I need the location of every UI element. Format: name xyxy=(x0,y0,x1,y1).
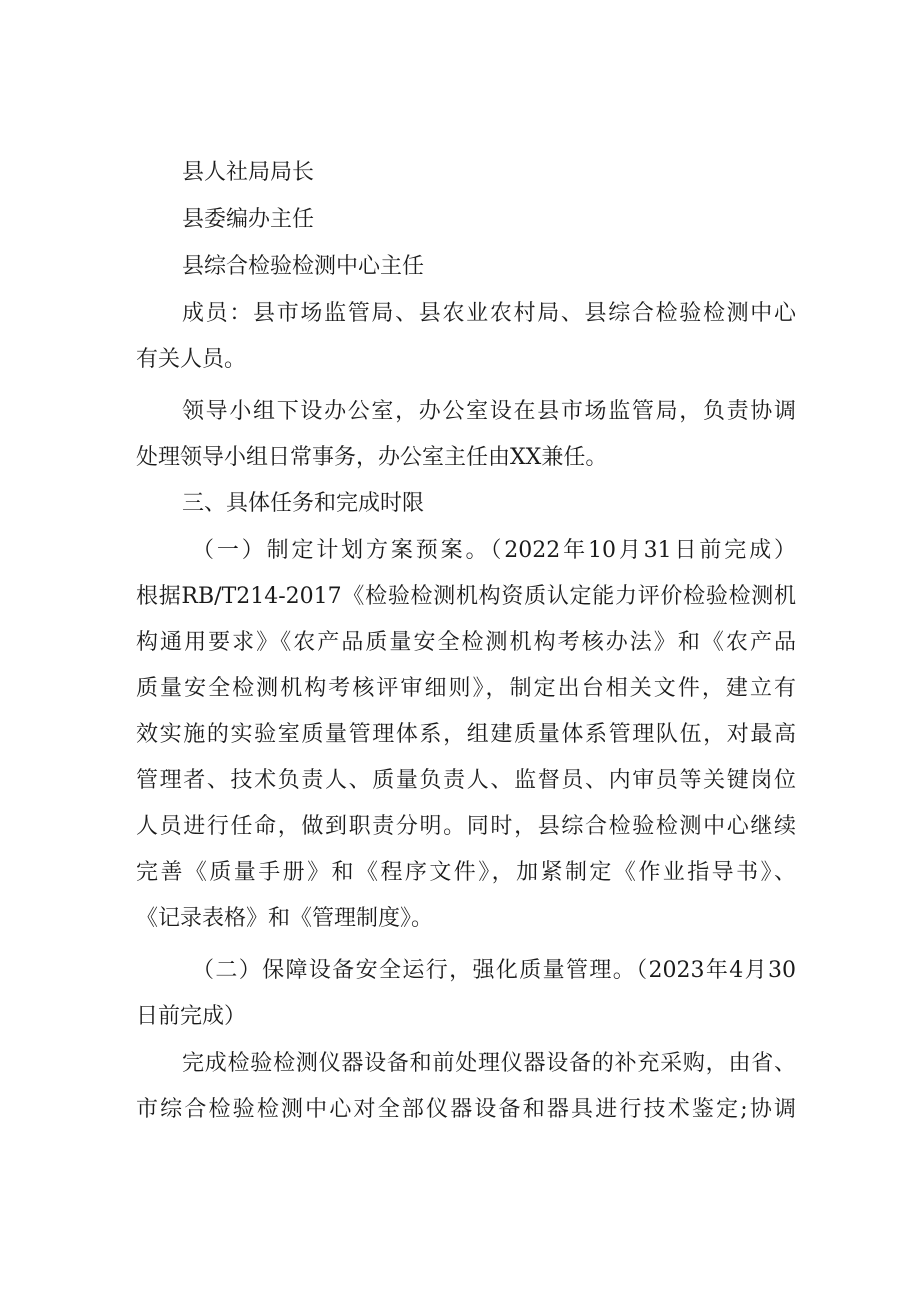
text-line: 《记录表格》和《管理制度》。 xyxy=(136,906,434,931)
text-line: 效实施的实验室质量管理体系，组建质量体系管理队伍，对最高 xyxy=(136,722,796,747)
text-line: 完成检验检测仪器设备和前处理仪器设备的补充采购，由省、 xyxy=(182,1051,796,1076)
text-line: 成员：县市场监管局、县农业农村局、县综合检验检测中心 xyxy=(182,301,796,326)
text-line: 质量安全检测机构考核评审细则》，制定出台相关文件，建立有 xyxy=(136,676,796,701)
text-line: 领导小组下设办公室，办公室设在县市场监管局，负责协调 xyxy=(182,399,796,424)
text-line: 县综合检验检测中心主任 xyxy=(182,254,425,279)
subsection-heading: （一）制定计划方案预案。（2022年10月31日前完成） xyxy=(192,538,796,563)
subsection-heading: （二）保障设备安全运行，强化质量管理。（2023年4月30 xyxy=(192,958,796,983)
text-line: 完善《质量手册》和《程序文件》，加紧制定《作业指导书》、 xyxy=(136,860,796,885)
text-line: 县委编办主任 xyxy=(182,207,315,232)
text-line: 根据RB/T214-2017《检验检测机构资质认定能力评价检验检测机 xyxy=(136,584,796,609)
text-line: 县人社局局长 xyxy=(182,160,315,185)
text-line: 有关人员。 xyxy=(136,347,247,372)
section-heading: 三、具体任务和完成时限 xyxy=(182,491,425,516)
text-line: 管理者、技术负责人、质量负责人、监督员、内审员等关键岗位 xyxy=(136,768,796,793)
text-line: 市综合检验检测中心对全部仪器设备和器具进行技术鉴定;协调 xyxy=(136,1097,796,1122)
text-line: 构通用要求》《农产品质量安全检测机构考核办法》和《农产品 xyxy=(136,630,796,655)
text-line: 日前完成） xyxy=(136,1004,247,1029)
text-line: 人员进行任命，做到职责分明。同时，县综合检验检测中心继续 xyxy=(136,814,796,839)
text-line: 处理领导小组日常事务，办公室主任由XX兼任。 xyxy=(136,445,608,470)
